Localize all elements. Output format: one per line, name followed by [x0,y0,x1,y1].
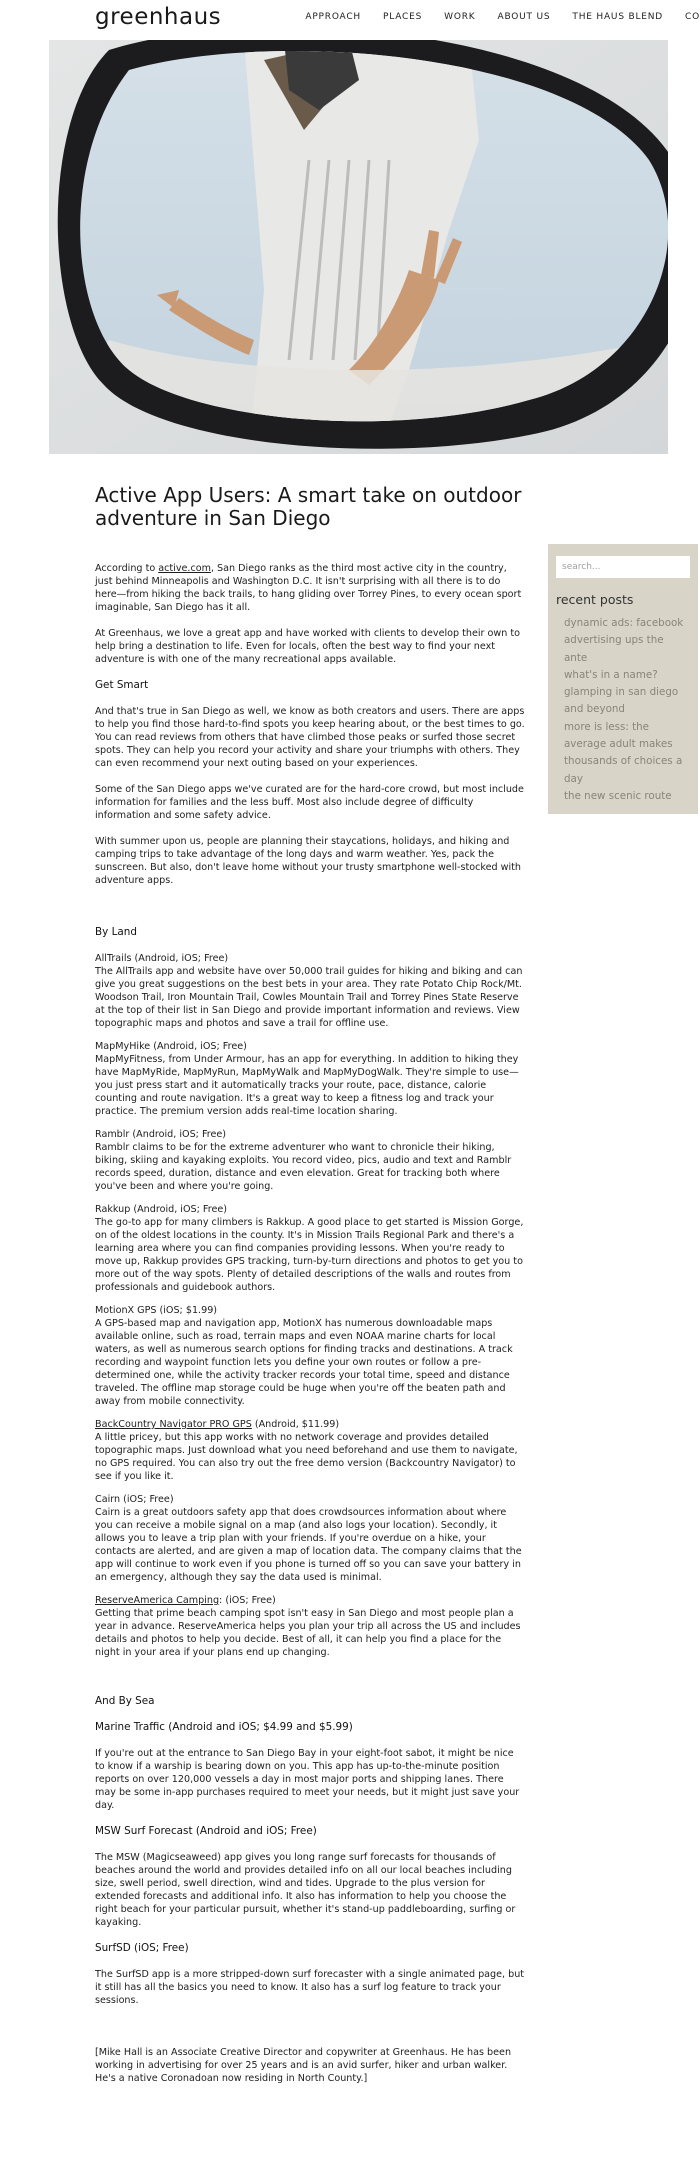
app-name: Rakkup (Android, iOS; Free) [95,1204,227,1215]
app-description: A GPS-based map and navigation app, MotionX has numerous downloadable maps available online, such as road, terrain maps and even NOAA marine charts for local waters, as well as numerous search options for finding tracks and destinations. A track recording and waypoint function lets you define your own routes or follow a pre-determined one, while the activity tracker records your total time, speed and distance traveled. The offline map storage could be huge when you're off the beaten path and away from mobile connectivity. [95,1318,513,1407]
app-name: SurfSD (iOS; Free) [95,1942,189,1954]
nav-approach[interactable]: APPROACH [305,12,361,22]
recent-post-item [564,615,690,667]
sidebar [548,544,698,814]
app-name: BackCountry Navigator PRO GPS (Android, $11.99) [95,1419,340,1430]
app-description: MapMyFitness, from Under Armour, has an app for everything. In addition to hiking they have MapMyRide, MapMyRun, MapMyWalk and MapMyDogWalk. They're simple to use—you just press start and it automatically tracks your route, pace, distance, calorie counting and route navigation. It's a great way to keep a fitness log and track your practice. The premium version adds real-time location sharing. [95,1054,519,1117]
nav-work[interactable]: WORK [444,12,476,22]
recent-post-link[interactable]: dynamic ads: facebook advertising ups the ante [564,617,684,664]
recent-post-link[interactable]: the new scenic route [564,789,672,802]
reserveamerica-link[interactable]: ReserveAmerica Camping [95,1595,220,1606]
nav-contact[interactable]: CO [685,12,700,22]
app-description: A little pricey, but this app works with no network coverage and provides detailed topographic maps. Just download what you need beforehand and use them to navigate, no GPS required. You can also try out the free demo version (Backcountry Navigator) to see if you like it. [95,1432,518,1482]
recent-post-link[interactable]: more is less: the average adult makes thousands of choices a day [564,720,683,785]
app-entry-cairn [95,1493,525,1584]
article-body [95,562,525,2098]
spacer [95,1669,525,1695]
spacer [95,2020,525,2046]
app-description: If you're out at the entrance to San Diego Bay in your eight-foot sabot, it might be nice to know if a warship is bearing down on you. This app has up-to-the-minute position reports on over 120,000 vessels a day in most major ports and shipping lanes. There may be some in-app purchases required to meet your needs, but it might just save your day. [95,1748,520,1811]
nav-the-haus-blend[interactable]: THE HAUS BLEND [572,12,664,22]
spacer [95,900,525,926]
recent-post-item [564,684,690,719]
recent-post-item [564,719,690,788]
nav-places[interactable]: PLACES [383,12,423,22]
get-smart-heading: Get Smart [95,679,149,691]
active-com-link[interactable]: active.com [158,563,211,574]
site-logo[interactable]: greenhaus [95,4,222,30]
recent-posts-heading: recent posts [556,592,634,607]
app-description: The SurfSD app is a more stripped-down surf forecaster with a single animated page, but it still has all the basics you need to know. It also has a surf log feature to track your sessions. [95,1969,525,2006]
recent-post-item [564,788,690,805]
app-name: Cairn (iOS; Free) [95,1494,174,1505]
app-name: MapMyHike (Android, iOS; Free) [95,1041,247,1052]
app-description: Getting that prime beach camping spot isn't easy in San Diego and most people plan a year in advance. ReserveAmerica helps you plan your trip all across the US and includes details and photos to help you decide. Best of all, it can help you find a place for the night in your area if your plans end up changing. [95,1608,521,1658]
author-bio: [Mike Hall is an Associate Creative Director and copywriter at Greenhaus. He has been working in advertising for over 25 years and is an avid surfer, hiker and urban walker. He's a native Coronadoan now residing in North County.] [95,2047,512,2084]
search-input[interactable] [556,556,690,578]
app-name: MotionX GPS (iOS; $1.99) [95,1305,218,1316]
app-description: Ramblr claims to be for the extreme adventurer who want to chronicle their hiking, biking, skiing and kayaking exploits. You record video, pics, audio and text and Ramblr records speed, duration, distance and even elevation. Great for tracking both where you've been and where you're going. [95,1142,512,1192]
main-nav [305,12,700,22]
app-description: The AllTrails app and website have over 50,000 trail guides for hiking and biking and can give you great suggestions on the best bets in your area. They rate Potato Chip Rock/Mt. Woodson Trail, Iron Mountain Trail, Cowles Mountain Trail and Torrey Pines State Reserve at the top of their list in San Diego and provide important information and reviews. View topographic maps and photos and save a trail for offline use. [95,966,523,1029]
backcountry-navigator-link[interactable]: BackCountry Navigator PRO GPS [95,1419,252,1430]
app-name: AllTrails (Android, iOS; Free) [95,953,229,964]
site-header [0,0,700,36]
app-name: Marine Traffic (Android and iOS; $4.99 and $5.99) [95,1721,353,1733]
side-mirror-photo [49,40,668,454]
app-description: The go-to app for many climbers is Rakkup. A good place to get started is Mission Gorge, on of the oldest locations in the county. It's in Mission Trails Regional Park and there's a learning area where you can find companies providing lessons. When you're ready to move up, Rakkup provides GPS tracking, turn-by-turn directions and photos to get you to more out of the way spots. Plenty of detailed descriptions of the walls and routes from professionals and guidebook authors. [95,1217,524,1293]
app-entry-motionx [95,1304,525,1408]
app-entry-alltrails [95,952,525,1030]
app-entry-ramblr [95,1128,525,1193]
app-name: Ramblr (Android, iOS; Free) [95,1129,227,1140]
intro-paragraph: According to active.com, San Diego ranks as the third most active city in the country, just behind Minneapolis and Washington D.C. It isn't surprising with all there is to do here—from hiking the back trails, to hang gliding over Torrey Pines, to every ocean sport imaginable, San Diego has it all. [95,563,522,613]
app-entry-backcountry [95,1418,525,1483]
app-description: The MSW (Magicseaweed) app gives you long range surf forecasts for thousands of beaches around the world and provides detailed info on all our local beaches including size, swell period, swell direction, wind and tides. Upgrade to the plus version for extended forecasts and additional info. It also has information to help you choose the right beach for your particular pursuit, whether it's stand-up paddleboarding, surfing or kayaking. [95,1852,516,1928]
by-land-heading: By Land [95,926,137,938]
hero-image [49,40,668,454]
app-entry-rakkup [95,1203,525,1294]
recent-posts-list [556,615,690,805]
app-name: MSW Surf Forecast (Android and iOS; Free) [95,1825,317,1837]
app-entry-reserveamerica [95,1594,525,1659]
recent-post-link[interactable]: what's in a name? [564,668,658,681]
app-entry-mapmyhike [95,1040,525,1118]
recent-post-link[interactable]: glamping in san diego and beyond [564,686,679,716]
paragraph-4: Some of the San Diego apps we've curated are for the hard-core crowd, but most include information for families and the less buff. Most also include degree of difficulty information and some safety advice. [95,784,524,821]
app-name: ReserveAmerica Camping: (iOS; Free) [95,1595,276,1606]
article-title: Active App Users: A smart take on outdoor adventure in San Diego [95,483,522,530]
paragraph-5: With summer upon us, people are planning their staycations, holidays, and hiking and camping trips to take advantage of the long days and warm weather. Yes, pack the sunscreen. But also, don't leave home without your trusty smartphone well-stocked with adventure apps. [95,836,522,886]
paragraph-2: At Greenhaus, we love a great app and have worked with clients to develop their own to help bring a destination to life. Even for locals, often the best way to find your next adventure is with one of the many recreational apps available. [95,628,521,665]
by-sea-heading: And By Sea [95,1695,155,1707]
nav-about-us[interactable]: ABOUT US [497,12,551,22]
paragraph-3: And that's true in San Diego as well, we know as both creators and users. There are apps to help you find those hard-to-find spots you keep hearing about, or the best times to go. You can read reviews from others that have climbed those peaks or surfed those secret spots. They can help you record your activity and share your triumphs with others. They can even recommend your next outing based on your experiences. [95,706,525,769]
recent-post-item [564,667,690,684]
app-description: Cairn is a great outdoors safety app that does crowdsources information about where you can receive a mobile signal on a map (and also logs your location). Secondly, it allows you to leave a trip plan with your friends. If you're overdue on a hike, your contacts are alerted, and are given a map of location data. The company claims that the app will continue to work even if you phone is turned off so you can save your battery in an emergency, although they say the data used is minimal. [95,1507,522,1583]
